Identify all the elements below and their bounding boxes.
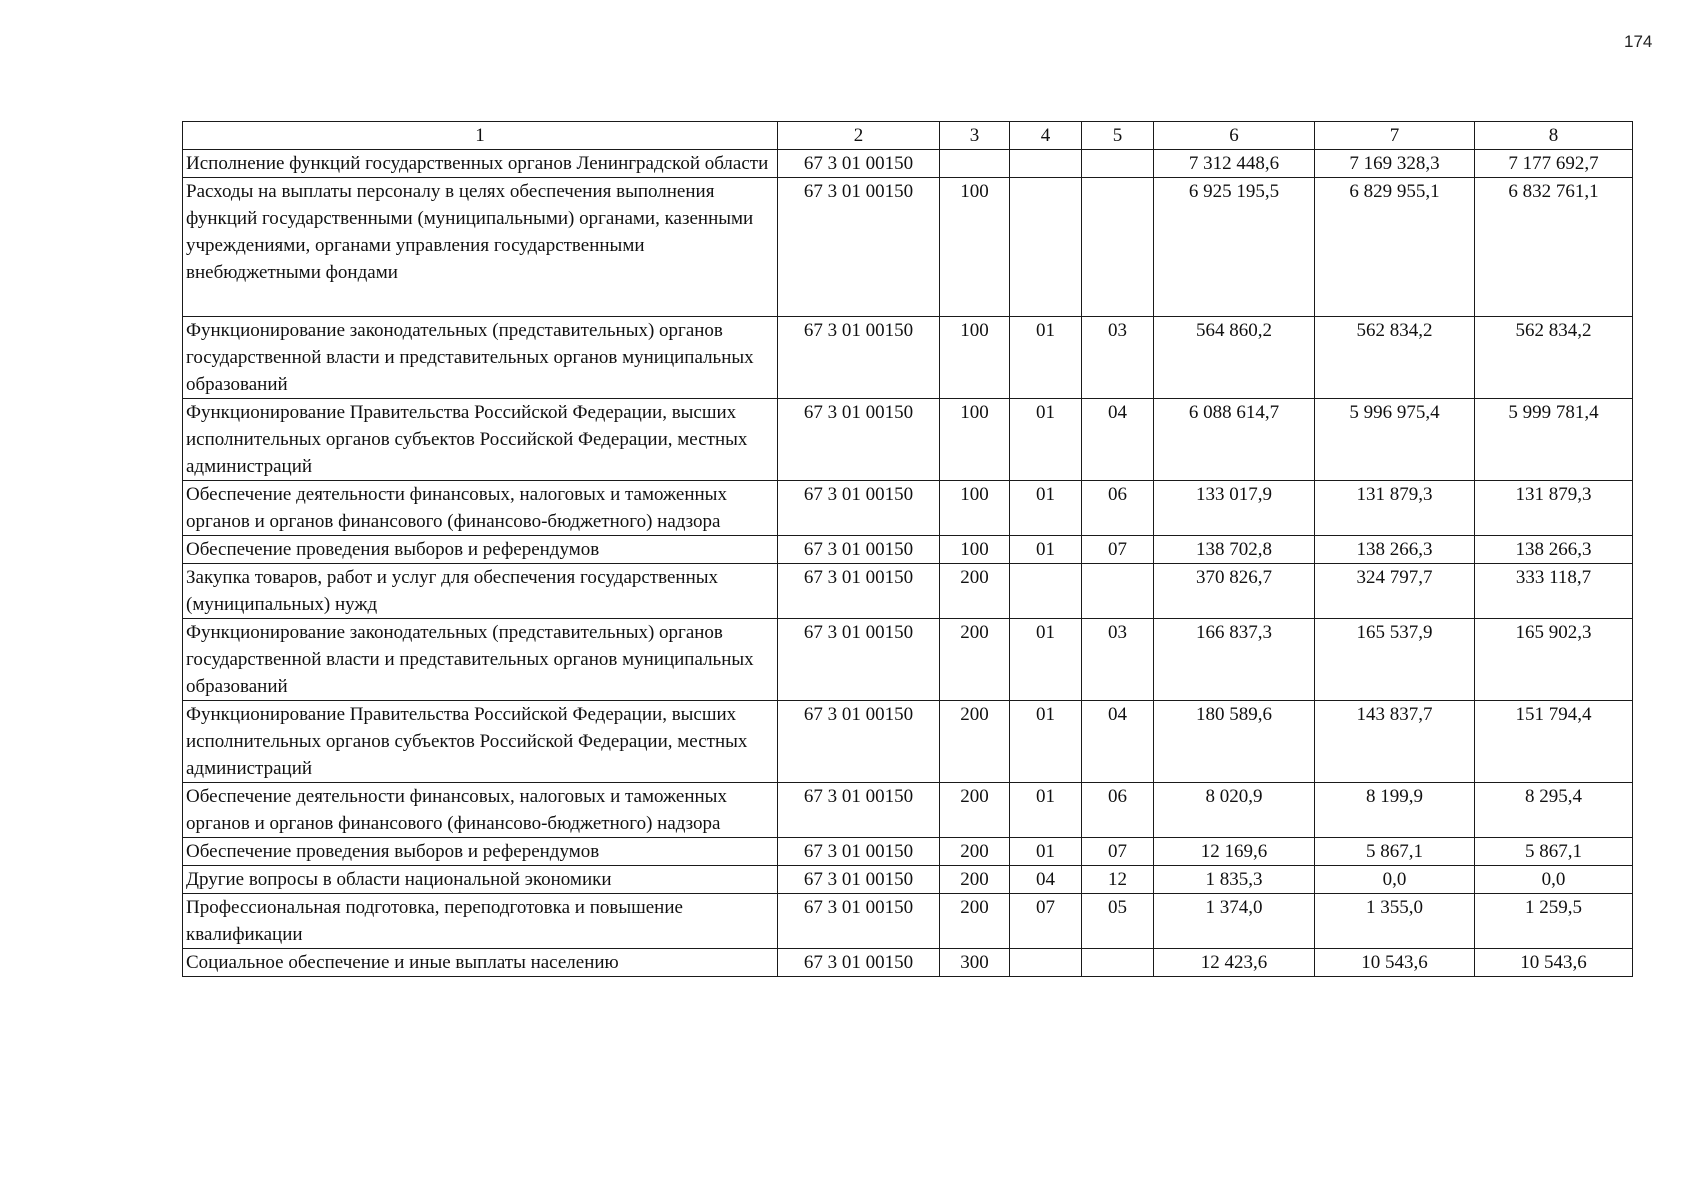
- table-row: [183, 317, 1633, 399]
- amount-col-6: 1 374,0: [1154, 894, 1315, 949]
- column-number: 3: [940, 122, 1010, 150]
- column-number: 1: [183, 122, 778, 150]
- section-code: 01: [1010, 536, 1082, 564]
- amount-col-6: 166 837,3: [1154, 619, 1315, 701]
- expense-name: Обеспечение деятельности финансовых, налоговых и таможенных органов и органов финансового (финансово-бюджетного) надзора: [183, 783, 778, 838]
- amount-col-6: 138 702,8: [1154, 536, 1315, 564]
- expense-type-code: 100: [940, 399, 1010, 481]
- column-number: 6: [1154, 122, 1315, 150]
- column-number: 8: [1475, 122, 1633, 150]
- target-article-code: 67 3 01 00150: [778, 481, 940, 536]
- amount-col-7: 7 169 328,3: [1315, 150, 1475, 178]
- amount-col-7: 143 837,7: [1315, 701, 1475, 783]
- expense-type-code: 200: [940, 783, 1010, 838]
- table-row: [183, 783, 1633, 838]
- expense-name: Функционирование законодательных (представительных) органов государственной власти и представительных органов муниципальных образований: [183, 317, 778, 399]
- target-article-code: 67 3 01 00150: [778, 178, 940, 317]
- expense-name: Закупка товаров, работ и услуг для обеспечения государственных (муниципальных) нужд: [183, 564, 778, 619]
- amount-col-6: 133 017,9: [1154, 481, 1315, 536]
- subsection-code: 06: [1082, 481, 1154, 536]
- subsection-code: 05: [1082, 894, 1154, 949]
- subsection-code: 07: [1082, 536, 1154, 564]
- section-code: 01: [1010, 783, 1082, 838]
- amount-col-8: 562 834,2: [1475, 317, 1633, 399]
- table-row: [183, 949, 1633, 977]
- target-article-code: 67 3 01 00150: [778, 783, 940, 838]
- subsection-code: 12: [1082, 866, 1154, 894]
- table-row: [183, 619, 1633, 701]
- page-number: 174: [1624, 32, 1653, 51]
- subsection-code: [1082, 949, 1154, 977]
- amount-col-8: 5 867,1: [1475, 838, 1633, 866]
- subsection-code: 03: [1082, 317, 1154, 399]
- expense-type-code: [940, 150, 1010, 178]
- amount-col-7: 8 199,9: [1315, 783, 1475, 838]
- amount-col-6: 12 423,6: [1154, 949, 1315, 977]
- table-row: [183, 481, 1633, 536]
- subsection-code: [1082, 564, 1154, 619]
- table-row: [183, 838, 1633, 866]
- amount-col-6: 370 826,7: [1154, 564, 1315, 619]
- section-code: 01: [1010, 838, 1082, 866]
- expense-type-code: 200: [940, 894, 1010, 949]
- amount-col-7: 5 996 975,4: [1315, 399, 1475, 481]
- subsection-code: [1082, 178, 1154, 317]
- expense-name: Функционирование Правительства Российской Федерации, высших исполнительных органов субъектов Российской Федерации, местных администраций: [183, 399, 778, 481]
- amount-col-7: 0,0: [1315, 866, 1475, 894]
- table-row: [183, 536, 1633, 564]
- budget-table: [182, 121, 1633, 977]
- amount-col-6: 1 835,3: [1154, 866, 1315, 894]
- target-article-code: 67 3 01 00150: [778, 564, 940, 619]
- amount-col-8: 165 902,3: [1475, 619, 1633, 701]
- amount-col-7: 165 537,9: [1315, 619, 1475, 701]
- amount-col-6: 6 925 195,5: [1154, 178, 1315, 317]
- amount-col-8: 333 118,7: [1475, 564, 1633, 619]
- expense-type-code: 200: [940, 564, 1010, 619]
- amount-col-6: 564 860,2: [1154, 317, 1315, 399]
- column-number: 2: [778, 122, 940, 150]
- subsection-code: 03: [1082, 619, 1154, 701]
- section-code: 01: [1010, 481, 1082, 536]
- table-row: [183, 701, 1633, 783]
- target-article-code: 67 3 01 00150: [778, 894, 940, 949]
- target-article-code: 67 3 01 00150: [778, 399, 940, 481]
- amount-col-7: 324 797,7: [1315, 564, 1475, 619]
- target-article-code: 67 3 01 00150: [778, 949, 940, 977]
- amount-col-7: 131 879,3: [1315, 481, 1475, 536]
- expense-type-code: 100: [940, 481, 1010, 536]
- amount-col-7: 562 834,2: [1315, 317, 1475, 399]
- table-row: [183, 564, 1633, 619]
- column-number: 4: [1010, 122, 1082, 150]
- amount-col-6: 12 169,6: [1154, 838, 1315, 866]
- amount-col-6: 7 312 448,6: [1154, 150, 1315, 178]
- expense-name: Другие вопросы в области национальной экономики: [183, 866, 778, 894]
- amount-col-7: 6 829 955,1: [1315, 178, 1475, 317]
- column-number-row: [183, 122, 1633, 150]
- expense-name: Исполнение функций государственных органов Ленинградской области: [183, 150, 778, 178]
- amount-col-8: 7 177 692,7: [1475, 150, 1633, 178]
- expense-name: Функционирование законодательных (представительных) органов государственной власти и представительных органов муниципальных образований: [183, 619, 778, 701]
- section-code: 01: [1010, 399, 1082, 481]
- amount-col-8: 8 295,4: [1475, 783, 1633, 838]
- amount-col-8: 0,0: [1475, 866, 1633, 894]
- target-article-code: 67 3 01 00150: [778, 701, 940, 783]
- amount-col-6: 6 088 614,7: [1154, 399, 1315, 481]
- column-number: 7: [1315, 122, 1475, 150]
- subsection-code: [1082, 150, 1154, 178]
- expense-name: Обеспечение проведения выборов и референдумов: [183, 536, 778, 564]
- amount-col-7: 138 266,3: [1315, 536, 1475, 564]
- section-code: 07: [1010, 894, 1082, 949]
- table-row: [183, 894, 1633, 949]
- section-code: 01: [1010, 701, 1082, 783]
- target-article-code: 67 3 01 00150: [778, 536, 940, 564]
- amount-col-7: 10 543,6: [1315, 949, 1475, 977]
- section-code: [1010, 949, 1082, 977]
- expense-name: Обеспечение проведения выборов и референдумов: [183, 838, 778, 866]
- expense-name: Профессиональная подготовка, переподготовка и повышение квалификации: [183, 894, 778, 949]
- table-row: [183, 178, 1633, 317]
- section-code: 01: [1010, 619, 1082, 701]
- amount-col-8: 151 794,4: [1475, 701, 1633, 783]
- expense-type-code: 200: [940, 866, 1010, 894]
- amount-col-8: 131 879,3: [1475, 481, 1633, 536]
- target-article-code: 67 3 01 00150: [778, 619, 940, 701]
- amount-col-6: 180 589,6: [1154, 701, 1315, 783]
- subsection-code: 04: [1082, 399, 1154, 481]
- amount-col-6: 8 020,9: [1154, 783, 1315, 838]
- table-row: [183, 150, 1633, 178]
- target-article-code: 67 3 01 00150: [778, 150, 940, 178]
- subsection-code: 06: [1082, 783, 1154, 838]
- section-code: 01: [1010, 317, 1082, 399]
- table-row: [183, 866, 1633, 894]
- expense-type-code: 200: [940, 701, 1010, 783]
- amount-col-8: 10 543,6: [1475, 949, 1633, 977]
- table-row: [183, 399, 1633, 481]
- subsection-code: 07: [1082, 838, 1154, 866]
- amount-col-8: 5 999 781,4: [1475, 399, 1633, 481]
- expense-type-code: 200: [940, 619, 1010, 701]
- expense-name: Функционирование Правительства Российской Федерации, высших исполнительных органов субъектов Российской Федерации, местных администраций: [183, 701, 778, 783]
- expense-name: Обеспечение деятельности финансовых, налоговых и таможенных органов и органов финансового (финансово-бюджетного) надзора: [183, 481, 778, 536]
- expense-type-code: 200: [940, 838, 1010, 866]
- section-code: [1010, 178, 1082, 317]
- target-article-code: 67 3 01 00150: [778, 317, 940, 399]
- expense-name: Социальное обеспечение и иные выплаты населению: [183, 949, 778, 977]
- target-article-code: 67 3 01 00150: [778, 838, 940, 866]
- section-code: [1010, 150, 1082, 178]
- expense-type-code: 300: [940, 949, 1010, 977]
- amount-col-8: 1 259,5: [1475, 894, 1633, 949]
- expense-type-code: 100: [940, 178, 1010, 317]
- expense-name: Расходы на выплаты персоналу в целях обеспечения выполнения функций государственными (муниципальными) органами, казенными учреждениями, органами управления государственными внебюджетными фондами: [183, 178, 778, 317]
- target-article-code: 67 3 01 00150: [778, 866, 940, 894]
- amount-col-8: 6 832 761,1: [1475, 178, 1633, 317]
- expense-type-code: 100: [940, 317, 1010, 399]
- amount-col-7: 5 867,1: [1315, 838, 1475, 866]
- section-code: 04: [1010, 866, 1082, 894]
- amount-col-8: 138 266,3: [1475, 536, 1633, 564]
- expense-type-code: 100: [940, 536, 1010, 564]
- amount-col-7: 1 355,0: [1315, 894, 1475, 949]
- section-code: [1010, 564, 1082, 619]
- subsection-code: 04: [1082, 701, 1154, 783]
- column-number: 5: [1082, 122, 1154, 150]
